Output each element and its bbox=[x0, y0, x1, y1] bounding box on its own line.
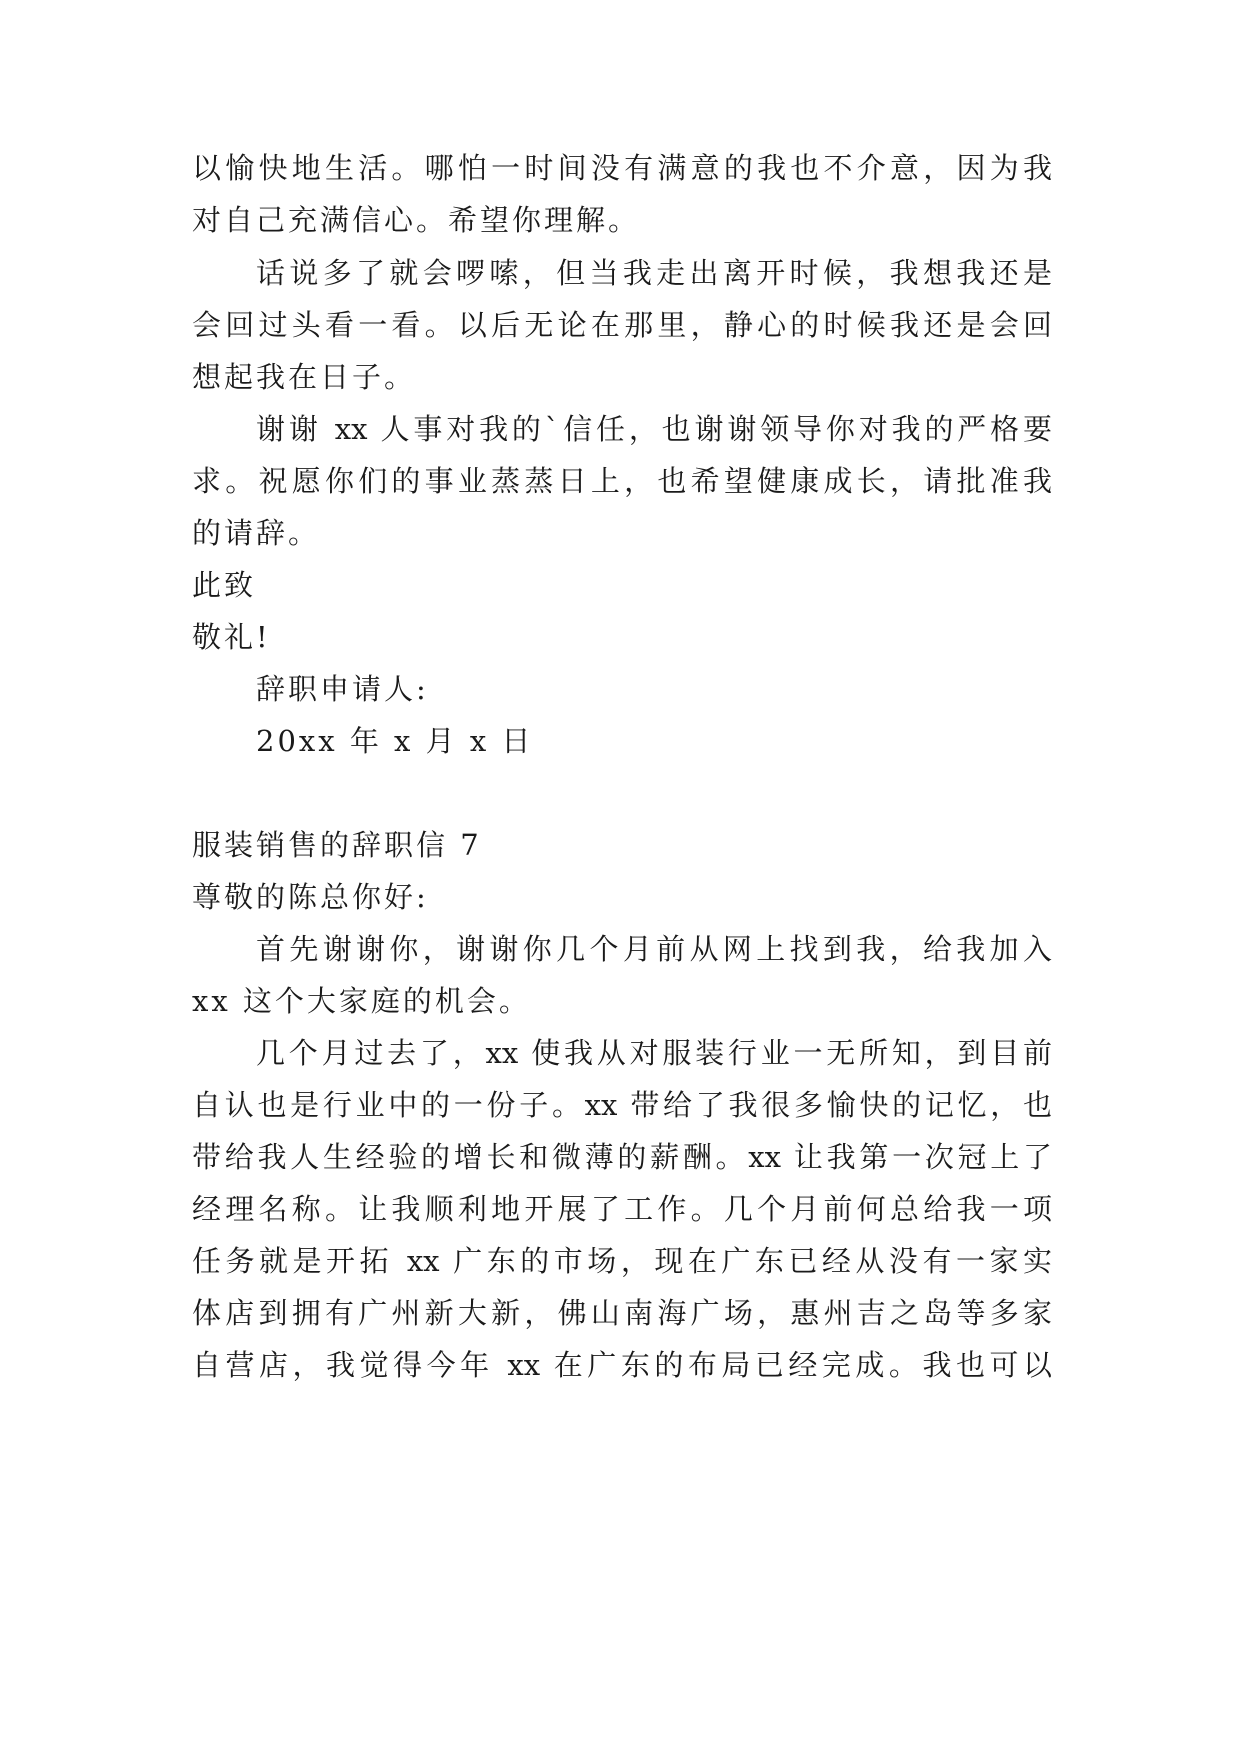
text-line: 自营店，我觉得今年 xx 在广东的布局已经完成。我也可以 bbox=[192, 1348, 1052, 1382]
closing-line: 此致 bbox=[192, 568, 257, 602]
section-title: 服装销售的辞职信 7 bbox=[192, 828, 482, 862]
text-line: 几个月过去了，xx 使我从对服装行业一无所知，到目前 bbox=[256, 1036, 1052, 1070]
text-line: 任务就是开拓 xx 广东的市场，现在广东已经从没有一家实 bbox=[192, 1244, 1052, 1278]
text-line: 话说多了就会啰嗦，但当我走出离开时候，我想我还是 bbox=[256, 256, 1052, 290]
text-line: 带给我人生经验的增长和微薄的薪酬。xx 让我第一次冠上了 bbox=[192, 1140, 1052, 1174]
text-line: 求。祝愿你们的事业蒸蒸日上，也希望健康成长，请批准我 bbox=[192, 464, 1052, 498]
text-line: 会回过头看一看。以后无论在那里，静心的时候我还是会回 bbox=[192, 308, 1052, 342]
text-line: xx 这个大家庭的机会。 bbox=[192, 984, 531, 1018]
salutation-line: 敬礼! bbox=[192, 620, 271, 654]
date-line: 20xx 年 x 月 x 日 bbox=[256, 724, 534, 758]
text-line: 的请辞。 bbox=[192, 516, 321, 550]
text-line: 经理名称。让我顺利地开展了工作。几个月前何总给我一项 bbox=[192, 1192, 1052, 1226]
text-line: 谢谢 xx 人事对我的`信任，也谢谢领导你对我的严格要 bbox=[256, 412, 1052, 446]
greeting-line: 尊敬的陈总你好: bbox=[192, 880, 429, 914]
text-line: 自认也是行业中的一份子。xx 带给了我很多愉快的记忆，也 bbox=[192, 1088, 1052, 1122]
text-line: 以愉快地生活。哪怕一时间没有满意的我也不介意，因为我 bbox=[192, 151, 1052, 185]
text-line: 想起我在日子。 bbox=[192, 360, 417, 394]
signature-line: 辞职申请人: bbox=[256, 672, 429, 706]
text-line: 体店到拥有广州新大新，佛山南海广场，惠州吉之岛等多家 bbox=[192, 1296, 1052, 1330]
text-line: 首先谢谢你，谢谢你几个月前从网上找到我，给我加入 bbox=[256, 932, 1052, 966]
text-line: 对自己充满信心。希望你理解。 bbox=[192, 203, 641, 237]
